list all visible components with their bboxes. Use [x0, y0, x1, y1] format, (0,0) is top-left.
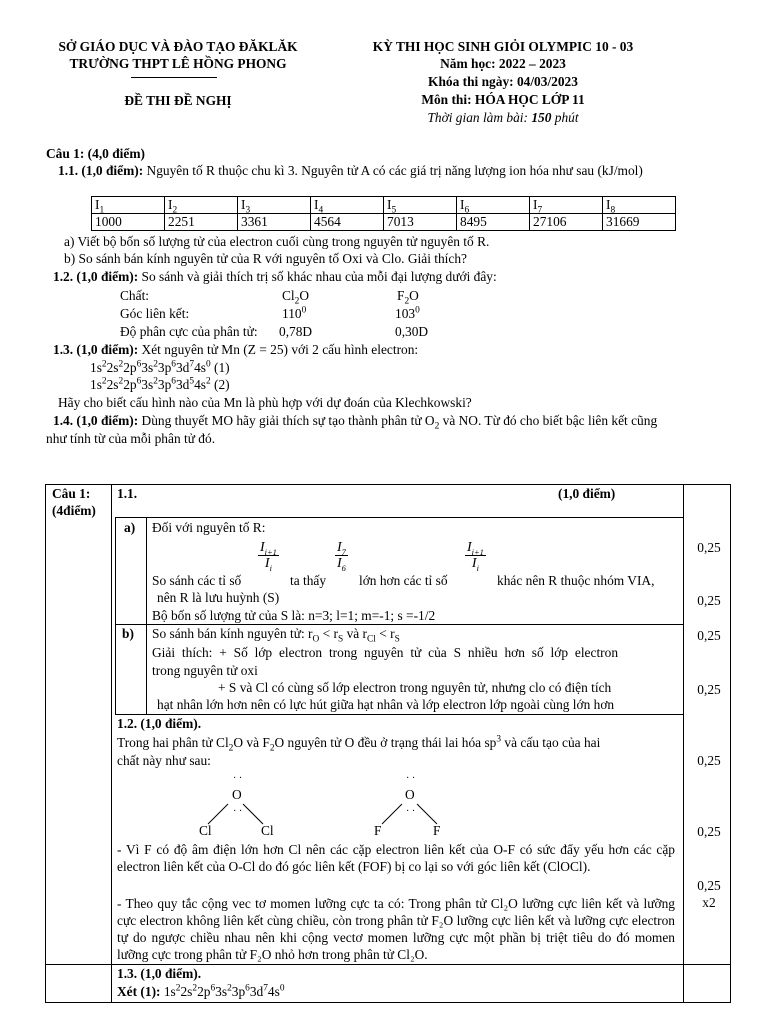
lone-pair-top: · · [406, 773, 416, 784]
fraction-i7-i6: $\frac{I_7}{I_6}$ [337, 540, 346, 573]
ionization-value-row [92, 214, 676, 231]
answer-b-explain-1: Giải thích: + Số lớp electron trong nguyên tử của S nhiều hơn số lớp electron [152, 645, 619, 660]
part-1-1-prompt: 1.1. (1,0 điểm): Nguyên tố R thuộc chu kì 3. Nguyên tử A có các giá trị năng lượng ion hóa như sau (kJ/mol) [58, 163, 643, 178]
answer-b-explain-1-cont: trong nguyên tử oxi [152, 663, 258, 678]
mn-config-1: $1s^22s^22p^63s^23p^63d^74s^0$ (1) [90, 359, 230, 375]
score-cell: 0,25 [697, 628, 721, 643]
school-name: TRƯỜNG THPT LÊ HỒNG PHONG [69, 56, 287, 71]
part-1-3-prompt: 1.3. (1,0 điểm): Xét nguyên tử Mn (Z = 25) với 2 cấu hình electron: [53, 342, 419, 357]
score-cell: 0,25 [697, 682, 721, 697]
cl2o-polarity: 0,78D [279, 324, 313, 339]
ratio-text-4: khác nên R thuộc nhóm VIA, [497, 573, 655, 588]
ion-header-cell: $I_1$ [92, 197, 165, 214]
answer-a-label: a) [124, 520, 136, 535]
chlorine-atom: Cl [261, 823, 274, 838]
ion-header-cell: $I_5$ [384, 197, 457, 214]
f2o-polarity: 0,30D [395, 324, 429, 339]
dept-name: SỞ GIÁO DỤC VÀ ĐÀO TẠO ĐĂKLĂK [58, 39, 298, 54]
ion-value-cell: 31669 [603, 214, 676, 231]
answer-b-explain-2: + S và Cl có cùng số lớp electron trong nguyên tử, nhưng clo có điện tích [218, 680, 612, 695]
answer-a-quantum-numbers: Bộ bốn số lượng tử của S là: n=3; l=1; m=-1; s =-1/2 [152, 608, 436, 623]
ion-header-cell: $I_6$ [457, 197, 530, 214]
cl2o-formula: $Cl_2O$ [282, 288, 310, 307]
section-1-1-points: (1,0 điểm) [558, 486, 616, 501]
score-cell: 0,25 [697, 878, 721, 893]
answer-a-intro: Đối với nguyên tố R: [152, 520, 266, 535]
part-1-4-prompt: 1.4. (1,0 điểm): Dùng thuyết MO hãy giải thích sự tạo thành phân tử $O_2$ và NO. Từ đó cho biết bậc liên kết cũng [53, 413, 658, 432]
ratio-text-2: ta thấy [290, 573, 327, 588]
fluorine-atom: F [374, 823, 382, 838]
ionization-energy-table [91, 196, 676, 231]
exam-subject: Môn thi: HÓA HỌC LỚP 11 [421, 92, 585, 107]
chlorine-atom: Cl [199, 823, 212, 838]
ion-value-cell: 1000 [92, 214, 165, 231]
part-1-2-prompt: 1.2. (1,0 điểm): So sánh và giải thích trị số khác nhau của mỗi đại lượng dưới đây: [53, 269, 497, 284]
ion-header-cell: $I_7$ [530, 197, 603, 214]
compare-label-polarity: Độ phân cực của phân tử: [120, 324, 258, 339]
fraction-ratio-1: $\frac{I_{i+1}}{I_i}$ [260, 540, 277, 573]
section-1-2-title: 1.2. (1,0 điểm). [117, 716, 202, 731]
exam-date: Khóa thi ngày: 04/03/2023 [428, 74, 578, 89]
section-1-2-intro: Trong hai phân tử $Cl_2O$ và $F_2O$ nguyên tử O đều ở trạng thái lai hóa $sp^3$ và cấu tạo của hai [117, 734, 601, 754]
answer-b-label: b) [122, 626, 134, 641]
ion-header-cell: $I_4$ [311, 197, 384, 214]
ion-value-cell: 7013 [384, 214, 457, 231]
ion-header-cell: $I_8$ [603, 197, 676, 214]
ratio-text-1: So sánh các tỉ số [152, 573, 242, 588]
fraction-ratio-2: $\frac{I_{i+1}}{I_i}$ [467, 540, 484, 573]
part-1-1-a: a) Viết bộ bốn số lượng tử của electron cuối cùng trong nguyên tử nguyên tố R. [64, 234, 490, 249]
section-1-2-electronegativity: - Vì F có độ âm điện lớn hơn Cl nên các cặp electron liên kết của O-F có sức đẩy yếu hơn các cặp electron liên kết của O-Cl do đó góc liên kết (FOF) bị co lại so với góc liên kết (ClOCl). [117, 842, 675, 874]
section-1-3-config: Xét (1): $1s^22s^22p^63s^23p^63d^74s^0$ [117, 983, 285, 999]
ratio-text-3: lớn hơn các tỉ số [359, 573, 448, 588]
ion-value-cell: 2251 [165, 214, 238, 231]
part-1-4-prompt-cont: như tính từ của mỗi phân tử đó. [46, 431, 216, 446]
compare-label-angle: Góc liên kết: [120, 306, 190, 321]
ion-header-cell: $I_2$ [165, 197, 238, 214]
score-multiplier: x2 [702, 895, 716, 910]
ion-header-cell: $I_3$ [238, 197, 311, 214]
part-1-3-question: Hãy cho biết cấu hình nào của Mn là phù hợp với dự đoán của Klechkowski? [58, 395, 472, 410]
exam-proposal-label: ĐỀ THI ĐỀ NGHỊ [124, 93, 232, 108]
section-1-2-intro-cont: chất này như sau: [117, 753, 211, 768]
lone-pair-top: · · [233, 773, 243, 784]
section-1-3-title: 1.3. (1,0 điểm). [117, 966, 202, 981]
lone-pair-bottom: · · [233, 806, 243, 817]
answer-a-conclusion: nên R là lưu huỳnh (S) [157, 590, 280, 605]
section-1-1-title: 1.1. [117, 486, 138, 501]
section-1-2-dipole: - Theo quy tắc cộng vec tơ momen lưỡng cực ta có: Trong phân tử Cl₂O lưỡng cực liên kết và lưỡng cực electron không liên kết cùng chiều, còn trong phân tử F₂O lưỡng cực liên kết và lưỡng cực electron tự do ngược chiều nhau nên khi cộng vectơ momen lưỡng cực một phần bị triệt tiêu do đó momen lưỡng cực trong phân tử F₂O nhỏ hơn trong phân tử Cl₂O. [117, 896, 675, 962]
ion-value-cell: 8495 [457, 214, 530, 231]
ion-value-cell: 27106 [530, 214, 603, 231]
ion-value-cell: 4564 [311, 214, 384, 231]
exam-title: KỲ THI HỌC SINH GIỎI OLYMPIC 10 - 03 [372, 39, 634, 54]
question-1-title: Câu 1: (4,0 điểm) [46, 146, 145, 161]
lone-pair-bottom: · · [406, 806, 416, 817]
header-underline [131, 77, 217, 78]
answer-question-points: (4điểm) [52, 503, 96, 518]
mn-config-2: $1s^22s^22p^63s^23p^63d^54s^2$ (2) [90, 376, 230, 392]
oxygen-atom: O [405, 787, 415, 802]
score-cell: 0,25 [697, 540, 721, 555]
score-cell: 0,25 [697, 824, 721, 839]
score-cell: 0,25 [697, 593, 721, 608]
compare-label-substance: Chất: [120, 288, 150, 303]
ion-value-cell: 3361 [238, 214, 311, 231]
part-1-1-b: b) So sánh bán kính nguyên tử của R với nguyên tố Oxi và Clo. Giải thích? [64, 251, 467, 266]
score-cell: 0,25 [697, 753, 721, 768]
oxygen-atom: O [232, 787, 242, 802]
answer-question-title: Câu 1: [52, 486, 91, 501]
answer-b-radius-compare: So sánh bán kính nguyên tử: $r_O < r_S$ và $r_{Cl} < r_S$ [152, 626, 400, 645]
ionization-header-row [92, 197, 676, 214]
f2o-formula: $F_2O$ [397, 288, 419, 307]
fluorine-atom: F [433, 823, 441, 838]
f2o-angle: $103^0$ [395, 305, 420, 321]
answer-b-explain-2-cont: hạt nhân lớn hơn nên có lực hút giữa hạt nhân và lớp electron lớp ngoài cùng lớn hơn [157, 697, 615, 712]
exam-duration: Thời gian làm bài: 150 phút [427, 110, 579, 125]
cl2o-angle: $110^0$ [282, 305, 307, 321]
school-year: Năm học: 2022 – 2023 [440, 56, 566, 71]
